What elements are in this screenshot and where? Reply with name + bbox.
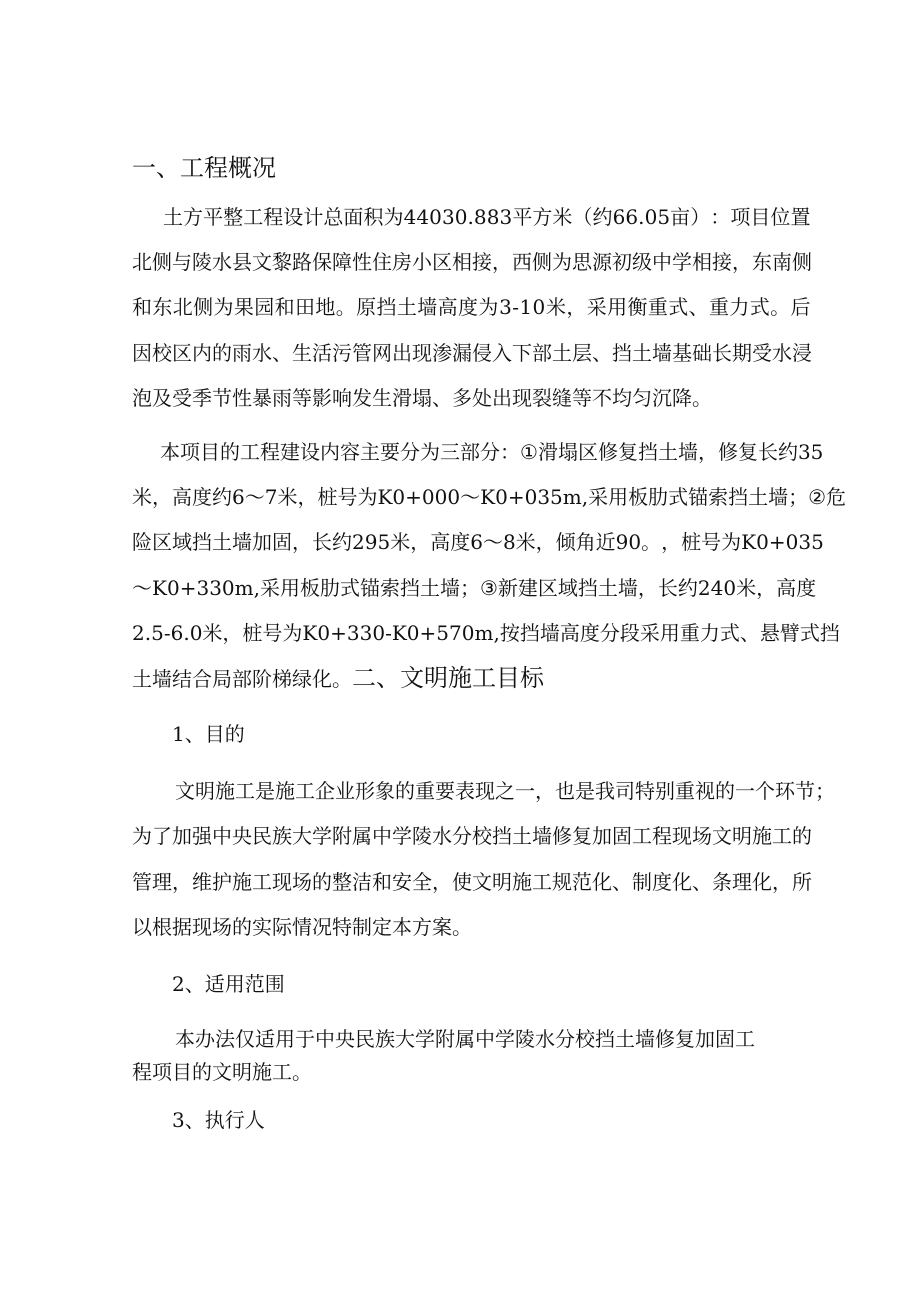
- paragraph-line: 2 . 5 - 6 . 0 米 ， 桩 号 为 K 0 + 3 3 0 - K 0 + 5 7 0 m , 按 挡 墙 高 度 分 段 采 用 重 力 式 、 悬 臂 式 挡: [132, 621, 840, 645]
- paragraph-line: 本办法仅适用于中央民族大学附属中学陵水分校挡土墙修复加固工: [175, 1027, 755, 1051]
- subheading-purpose: 1、目的: [172, 722, 245, 746]
- paragraph-line: 米 ， 高 度 约 6 ～ 7 米 ， 桩 号 为 K 0 + 0 0 0 ～ K 0 + 0 3 5 m , 采 用 板 肋 式 锚 索 挡 土 墙 ； ② 危: [132, 485, 847, 509]
- paragraph-line: 和 东 北 侧 为 果 园 和 田 地 。 原 挡 土 墙 高 度 为 3 - 1 0 米 ， 采 用 衡 重 式 、 重 力 式 。 后: [132, 295, 811, 319]
- paragraph-line: 本 项 目 的 工 程 建 设 内 容 主 要 分 为 三 部 分 ： ① 滑 塌 区 修 复 挡 土 墙 ， 修 复 长 约 3 5: [160, 440, 824, 464]
- paragraph-line: 险 区 域 挡 土 墙 加 固 ， 长 约 2 9 5 米 ， 高 度 6 ～ 8 米 ， 倾 角 近 9 0 。 ， 桩 号 为 K 0 + 0 3 5: [132, 530, 824, 554]
- paragraph-line: 管 理 ， 维 护 施 工 现 场 的 整 洁 和 安 全 ， 使 文 明 施 工 规 范 化 、 制 度 化 、 条 理 化 ， 所: [132, 870, 812, 894]
- paragraph-line: 土 方 平 整 工 程 设 计 总 面 积 为 4 4 0 3 0 . 8 8 3 平 方 米 （ 约 6 6 . 0 5 亩 ） ： 项 目 位 置: [163, 205, 811, 229]
- section-heading-civilized-construction: 二、文明施工目标: [352, 664, 544, 692]
- paragraph-line-with-heading: [132, 664, 544, 693]
- paragraph-line: 北 侧 与 陵 水 县 文 黎 路 保 障 性 住 房 小 区 相 接 ， 西 侧 为 思 源 初 级 中 学 相 接 ， 东 南 侧: [132, 250, 812, 274]
- subheading-scope: 2、适用范围: [172, 972, 285, 996]
- paragraph-line: ～ K 0 + 3 3 0 m , 采 用 板 肋 式 锚 索 挡 土 墙 ； ③ 新 建 区 域 挡 土 墙 ， 长 约 2 4 0 米 ， 高 度: [132, 576, 817, 600]
- paragraph-line: 为 了 加 强 中 央 民 族 大 学 附 属 中 学 陵 水 分 校 挡 土 墙 修 复 加 固 工 程 现 场 文 明 施 工 的: [132, 824, 812, 848]
- paragraph-line: 文 明 施 工 是 施 工 企 业 形 象 的 重 要 表 现 之 一 ， 也 是 我 司 特 别 重 视 的 一 个 环 节 ；: [175, 779, 835, 803]
- subheading-executor: 3、执行人: [172, 1108, 265, 1132]
- paragraph-line: 泡及受季节性暴雨等影响发生滑塌、多处出现裂缝等不均匀沉降。: [132, 386, 712, 410]
- paragraph-line: 程项目的文明施工。: [132, 1060, 312, 1084]
- paragraph-line: 因 校 区 内 的 雨 水 、 生 活 污 管 网 出 现 渗 漏 侵 入 下 部 土 层 、 挡 土 墙 基 础 长 期 受 水 浸: [132, 341, 812, 365]
- paragraph-line: 以根据现场的实际情况特制定本方案。: [132, 915, 472, 939]
- paragraph-text: 土墙结合局部阶梯绿化。: [132, 667, 352, 691]
- section-heading-project-overview: 一、工程概况: [132, 154, 276, 182]
